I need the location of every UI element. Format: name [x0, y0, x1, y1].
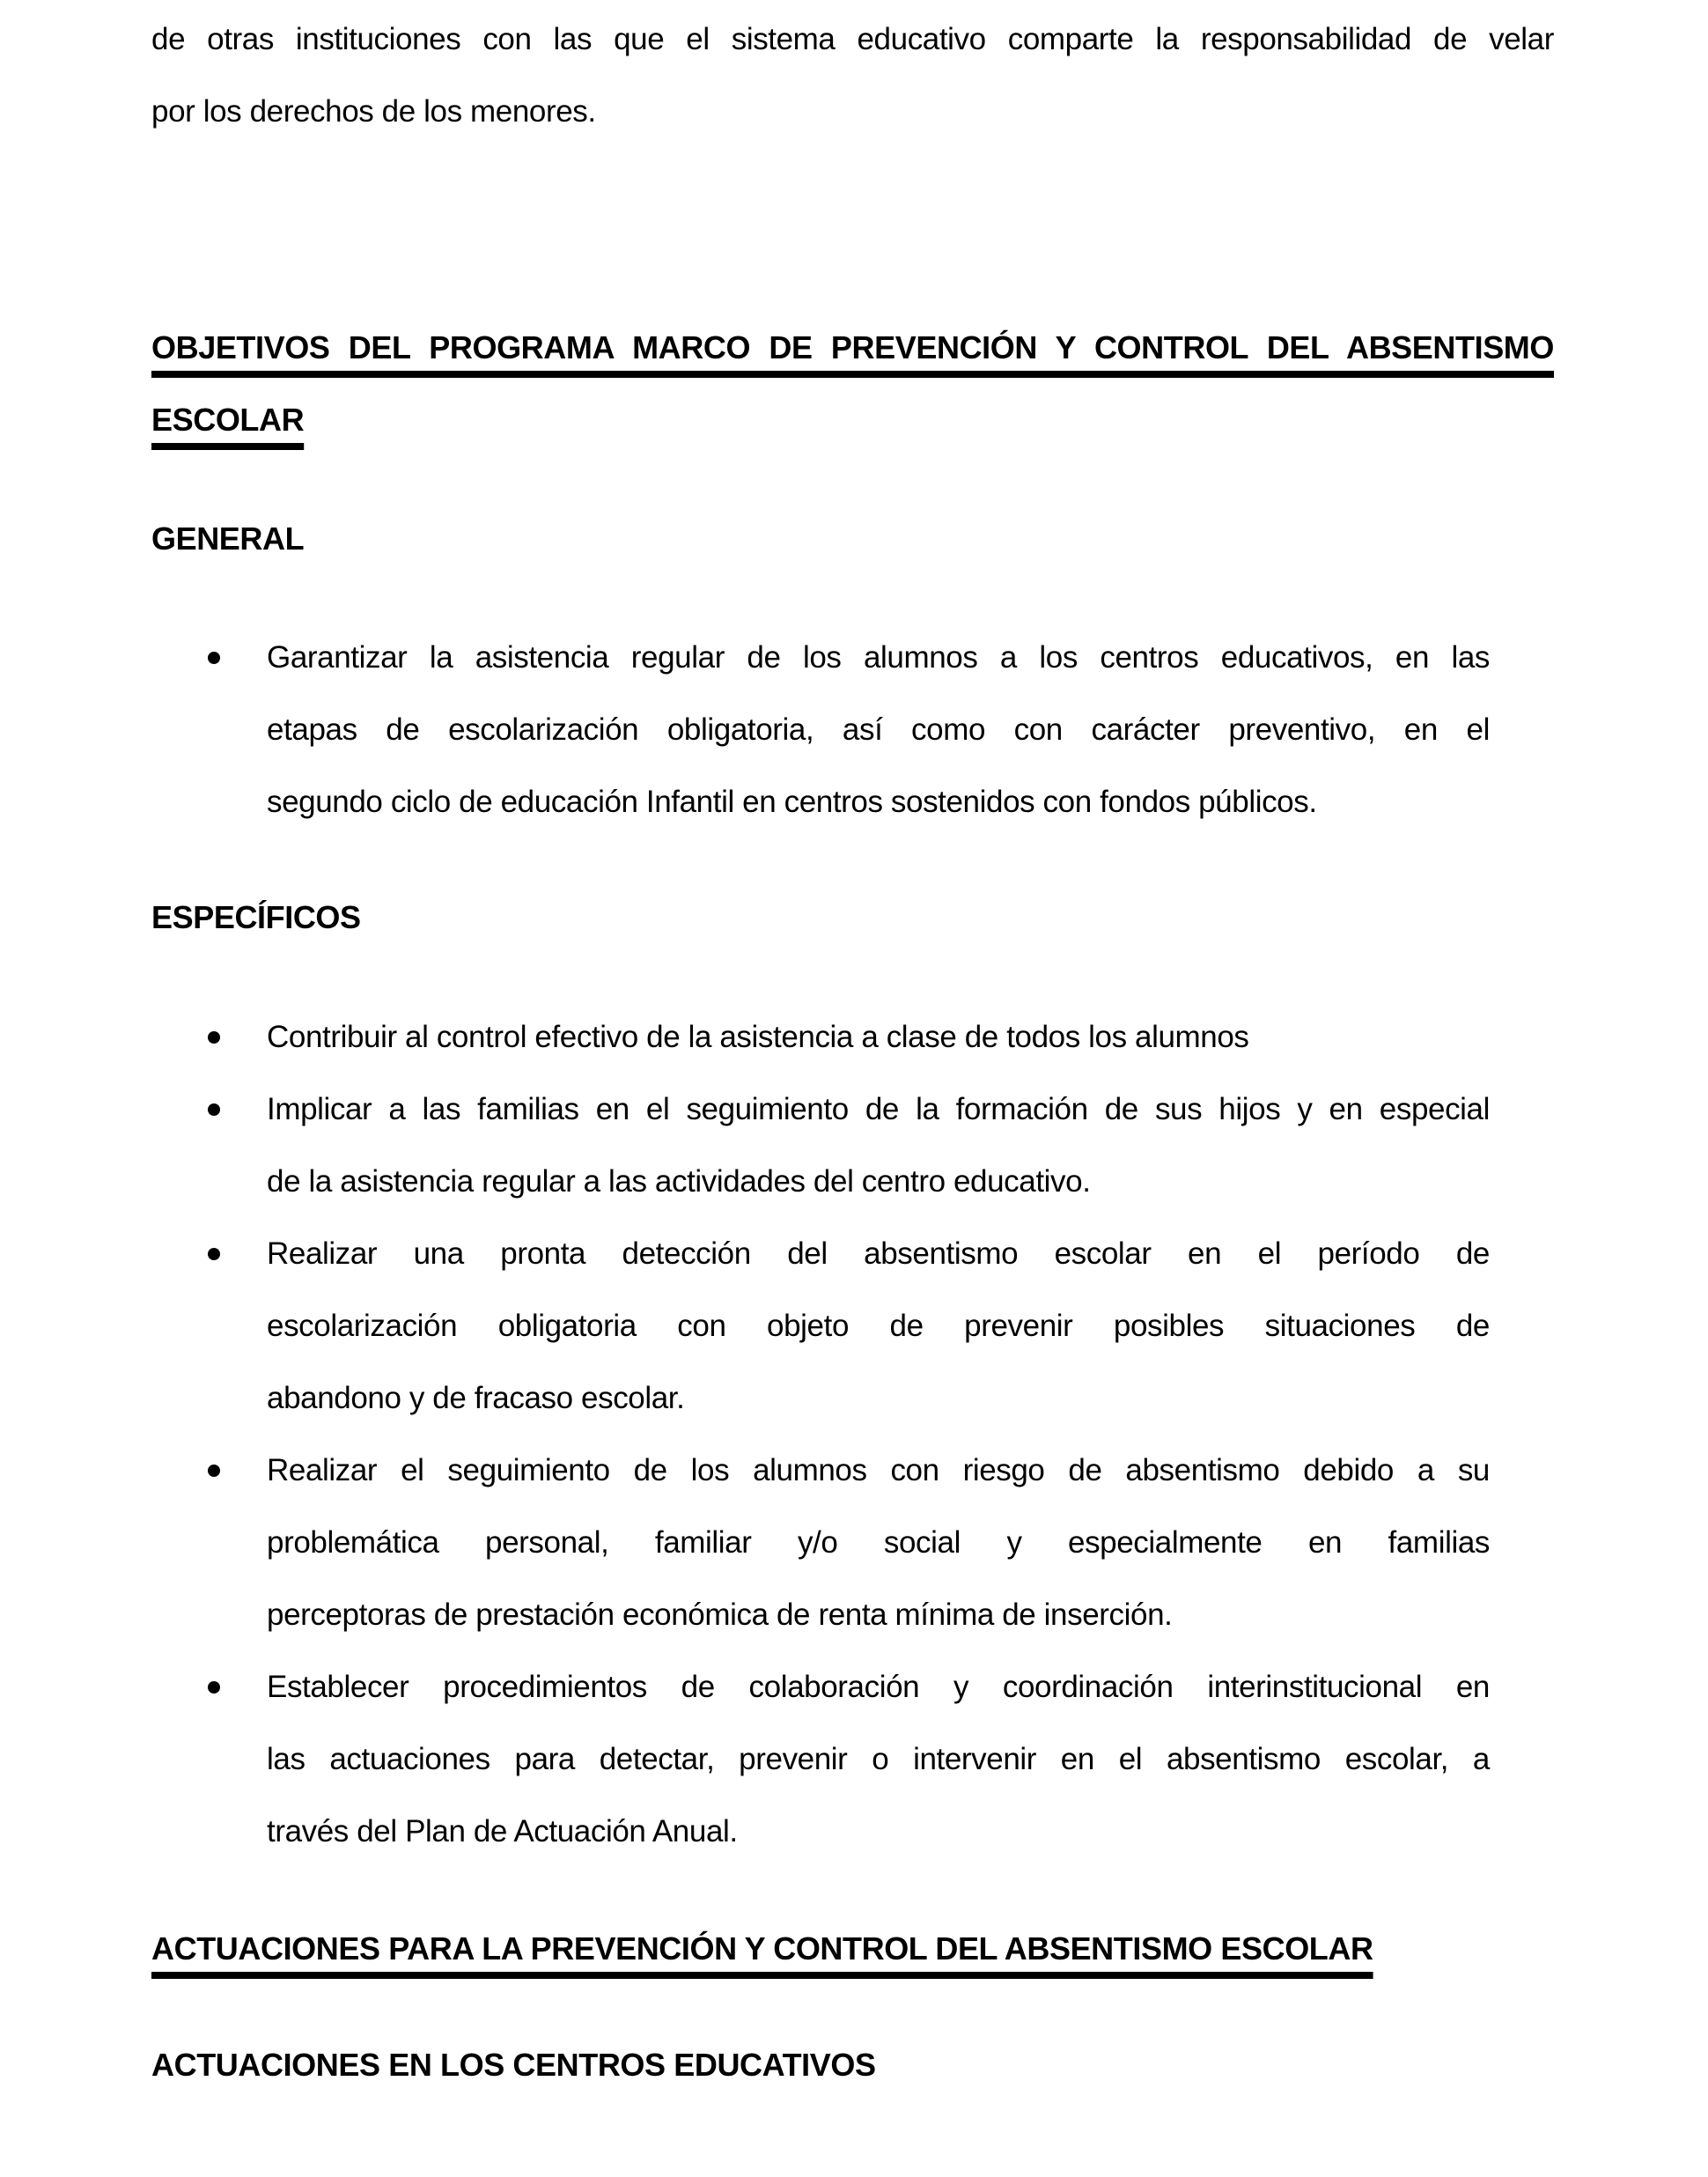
text-line: Contribuir al control efectivo de la asistencia a clase de todos los alumnos	[267, 1020, 1249, 1054]
text-line: través del Plan de Actuación Anual.	[267, 1814, 738, 1849]
bullet-icon	[208, 1031, 220, 1044]
text-line: Implicar a las familias en el seguimiento de la formación de sus hijos y en especial	[267, 1092, 1490, 1126]
subsection-heading-centros-educativos: ACTUACIONES EN LOS CENTROS EDUCATIVOS	[151, 2047, 876, 2083]
bullet-icon	[208, 1248, 220, 1260]
text-line: etapas de escolarización obligatoria, así como con carácter preventivo, en el	[267, 712, 1490, 747]
text-line: perceptoras de prestación económica de renta mínima de inserción.	[267, 1598, 1173, 1632]
bullet-icon	[208, 1103, 220, 1116]
underlined-text: OBJETIVOS DEL PROGRAMA MARCO DE PREVENCIÓN Y CONTROL DEL ABSENTISMO	[151, 329, 1554, 365]
section-title-actuaciones	[151, 1913, 1554, 1985]
text-line: segundo ciclo de educación Infantil en centros sostenidos con fondos públicos.	[267, 785, 1317, 819]
underlined-text: ESCOLAR	[151, 402, 305, 438]
subsection-heading-general: GENERAL	[151, 520, 305, 557]
text-line	[151, 384, 1554, 456]
general-bullet-list	[151, 622, 1554, 838]
text-line: Realizar una pronta detección del absentismo escolar en el período de	[267, 1236, 1490, 1271]
bullet-icon	[208, 652, 220, 664]
text-line: Establecer procedimientos de colaboración y coordinación interinstitucional en	[267, 1670, 1490, 1704]
text-line: problemática personal, familiar y/o social y especialmente en familias	[267, 1525, 1490, 1560]
bullet-item	[151, 1074, 1554, 1218]
text-line: de otras instituciones con las que el sistema educativo comparte la responsabilidad de velar	[151, 22, 1554, 56]
text-line: escolarización obligatoria con objeto de prevenir posibles situaciones de	[267, 1309, 1490, 1343]
intro-paragraph	[151, 4, 1554, 148]
bullet-icon	[208, 1681, 220, 1694]
text-line: por los derechos de los menores.	[151, 94, 596, 129]
section-title-actuaciones-text: ACTUACIONES PARA LA PREVENCIÓN Y CONTROL DEL ABSENTISMO ESCOLAR	[151, 1930, 1373, 1967]
bullet-item	[151, 1001, 1554, 1074]
text-line: abandono y de fracaso escolar.	[267, 1381, 685, 1415]
bullet-item	[151, 1435, 1554, 1651]
especificos-bullet-list	[151, 1001, 1554, 1868]
bullet-item	[151, 1218, 1554, 1435]
bullet-icon	[208, 1465, 220, 1477]
text-line: las actuaciones para detectar, prevenir o intervenir en el absentismo escolar, a	[267, 1742, 1490, 1776]
text-line: de la asistencia regular a las actividades del centro educativo.	[267, 1164, 1091, 1199]
bullet-item	[151, 622, 1554, 838]
text-line: Realizar el seguimiento de los alumnos con riesgo de absentismo debido a su	[267, 1453, 1490, 1487]
subsection-heading-especificos: ESPECÍFICOS	[151, 899, 361, 935]
text-line	[151, 312, 1554, 384]
bullet-item	[151, 1651, 1554, 1868]
text-line: Garantizar la asistencia regular de los alumnos a los centros educativos, en las	[267, 640, 1490, 675]
section-title-objetivos	[151, 312, 1554, 456]
